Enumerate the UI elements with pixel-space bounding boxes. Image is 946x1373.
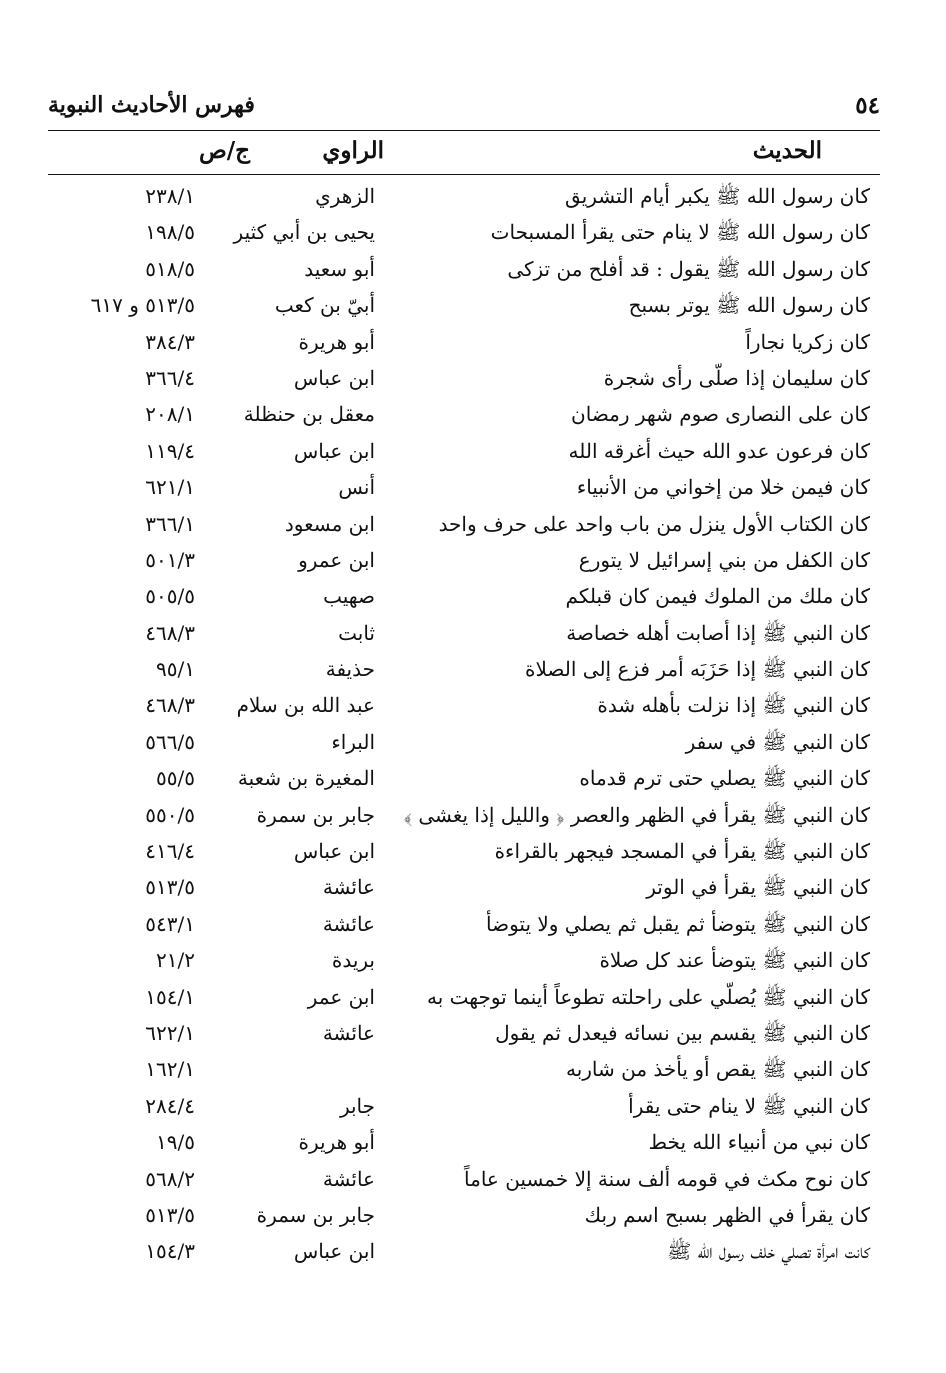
hadith-text: كان النبي ﷺ يتوضأ ثم يقبل ثم يصلي ولا يتوضأ [486,911,870,936]
volume-page-ref: ٥١٣/٥ [145,875,195,900]
volume-page-ref: ٤٦٨/٣ [145,620,195,645]
volume-page-ref: ٢١/٢ [156,948,195,973]
volume-page-ref: ٥١٣/٥ [145,1202,195,1227]
narrator-name: ابن مسعود [284,511,375,536]
column-header-hadith: الحديث [752,137,822,164]
header-rule [48,130,880,131]
book-title: فهرس الأحاديث النبوية [48,92,255,118]
hadith-text: كان النبي ﷺ يصلي حتى ترم قدماه [579,766,870,791]
hadith-text: كان الكتاب الأول ينزل من باب واحد على حرف واحد [438,511,870,536]
index-row [48,1090,880,1126]
narrator-name: ابن عباس [293,438,375,463]
hadith-text: كان سليمان إذا صلّى رأى شجرة [603,365,870,390]
narrator-name: جابر بن سمرة [256,1202,375,1227]
index-row [48,944,880,980]
hadith-text: كان النبي ﷺ لا ينام حتى يقرأ [628,1093,870,1118]
index-row [48,835,880,871]
narrator-name: أبو سعيد [304,256,375,281]
hadith-text: كان على النصارى صوم شهر رمضان [571,402,870,427]
hadith-text: كان نوح مكث في قومه ألف سنة إلا خمسين عاماً [464,1166,870,1191]
narrator-name: ابن عمرو [298,547,375,572]
hadith-text: كان النبي ﷺ إذا نزلت بأهله شدة [597,693,870,718]
narrator-name: المغيرة بن شعبة [237,766,375,791]
narrator-name: جابر [339,1093,375,1118]
narrator-name: بريدة [331,948,375,973]
narrator-name: عبد الله بن سلام [236,693,375,718]
hadith-text: كان رسول الله ﷺ يكبر أيام التشريق [565,184,870,208]
hadith-text: كانت امرأة تصلي خلف رسول الله ﷺ [667,1239,870,1264]
page-number: ٥٤ [855,92,880,119]
column-headers [48,137,880,173]
volume-page-ref: ١٥٤/٣ [145,1239,195,1264]
volume-page-ref: ٣٦٦/٤ [145,365,195,390]
narrator-name: الزهري [315,184,375,208]
volume-page-ref: ٢٠٨/١ [145,402,195,427]
narrator-name: عائشة [322,875,375,900]
index-row [48,1126,880,1162]
volume-page-ref: ٥٠٥/٥ [145,584,195,609]
volume-page-ref: ٥٠١/٣ [145,547,195,572]
volume-page-ref: ٢٨٤/٤ [145,1093,195,1118]
running-header [48,92,880,126]
index-row [48,216,880,252]
volume-page-ref: ٤٦٨/٣ [145,693,195,718]
narrator-name: أنس [338,475,375,500]
hadith-text: كان يقرأ في الظهر بسبح اسم ربك [584,1202,870,1227]
index-row [48,653,880,689]
narrator-name: عائشة [322,1020,375,1045]
index-row [48,398,880,434]
volume-page-ref: ٦٢١/١ [145,475,195,500]
index-row [48,908,880,944]
narrator-name: ابن عباس [293,1239,375,1264]
narrator-name: عائشة [322,1166,375,1191]
hadith-text: كان رسول الله ﷺ يوتر بسبح [628,293,870,318]
column-header-rule [48,174,880,175]
narrator-name: أبو هريرة [298,329,375,354]
hadith-text: كان فرعون عدو الله حيث أغرقه الله [568,438,870,463]
hadith-text: كان النبي ﷺ يقرأ في الوتر [646,875,870,900]
narrator-name: جابر بن سمرة [256,802,375,827]
index-row [48,871,880,907]
index-row [48,1235,880,1271]
volume-page-ref: ١٥٤/١ [145,984,195,1009]
index-row [48,326,880,362]
volume-page-ref: ٤١٦/٤ [145,839,195,864]
index-row [48,544,880,580]
volume-page-ref: ٦٢٢/١ [145,1020,195,1045]
index-row [48,180,880,216]
hadith-text: كان النبي ﷺ يقرأ في الظهر والعصر ﴿ والليل إذا يغشى ﴾ [403,802,870,827]
narrator-name: صهيب [323,584,375,609]
volume-page-ref: ٥١٣/٥ و ٦١٧ [90,293,195,318]
hadith-text: كان النبي ﷺ يتوضأ عند كل صلاة [599,948,870,973]
index-row [48,1017,880,1053]
volume-page-ref: ٥٤٣/١ [145,911,195,936]
volume-page-ref: ٥٥/٥ [156,766,195,791]
hadith-text: كان النبي ﷺ يقسم بين نسائه فيعدل ثم يقول [495,1020,870,1045]
narrator-name: أبو هريرة [298,1130,375,1155]
volume-page-ref: ٥٦٦/٥ [145,729,195,754]
hadith-text: كان زكريا نجاراً [745,329,870,354]
narrator-name: يحيى بن أبي كثير [233,220,375,245]
hadith-text: كان النبي ﷺ يقرأ في المسجد فيجهر بالقراءة [494,839,870,864]
hadith-text: كان النبي ﷺ إذا أصابت أهله خصاصة [566,620,870,645]
hadith-text: كان النبي ﷺ في سفر [685,729,870,754]
volume-page-ref: ٥٦٨/٢ [145,1166,195,1191]
index-row [48,580,880,616]
narrator-name: البراء [331,729,375,754]
hadith-text: كان رسول الله ﷺ لا ينام حتى يقرأ المسبحات [490,220,870,245]
index-row [48,617,880,653]
narrator-name: ابن عباس [293,365,375,390]
volume-page-ref: ١٩/٥ [156,1130,195,1155]
column-header-narrator: الراوي [322,137,384,164]
volume-page-ref: ١٩٨/٥ [145,220,195,245]
narrator-name: معقل بن حنظلة [243,402,375,427]
volume-page-ref: ٢٣٨/١ [145,184,195,208]
index-row [48,799,880,835]
narrator-name: ابن عباس [293,839,375,864]
volume-page-ref: ٥٥٠/٥ [145,802,195,827]
index-row [48,689,880,725]
volume-page-ref: ٥١٨/٥ [145,256,195,281]
index-row [48,1199,880,1235]
volume-page-ref: ١٦٢/١ [145,1057,195,1082]
narrator-name: عائشة [322,911,375,936]
volume-page-ref: ٣٦٦/١ [145,511,195,536]
index-row [48,508,880,544]
narrator-name: حذيفة [325,657,375,682]
hadith-index-list [48,180,880,1272]
index-row [48,435,880,471]
index-row [48,289,880,325]
index-row [48,1053,880,1089]
index-row [48,726,880,762]
index-row [48,1163,880,1199]
hadith-text: كان النبي ﷺ إذا حَزَبَه أمر فزع إلى الصلاة [525,657,870,682]
hadith-text: كان رسول الله ﷺ يقول : قد أفلح من تزكى [507,256,870,281]
narrator-name: أبيّ بن كعب [274,293,375,318]
index-row [48,471,880,507]
narrator-name: ثابت [338,620,375,645]
hadith-text: كان فيمن خلا من إخواني من الأنبياء [576,475,870,500]
hadith-text: كان النبي ﷺ يقص أو يأخذ من شاربه [565,1057,870,1082]
hadith-text: كان الكفل من بني إسرائيل لا يتورع [578,547,870,572]
index-row [48,362,880,398]
volume-page-ref: ١١٩/٤ [145,438,195,463]
index-row [48,981,880,1017]
hadith-text: كان النبي ﷺ يُصلّي على راحلته تطوعاً أينما توجهت به [426,984,870,1009]
index-row [48,762,880,798]
volume-page-ref: ٣٨٤/٣ [145,329,195,354]
column-header-volume-page: ج/ص [198,137,250,164]
volume-page-ref: ٩٥/١ [156,657,195,682]
hadith-text: كان نبي من أنبياء الله يخط [648,1130,870,1155]
narrator-name: ابن عمر [307,984,375,1009]
index-row [48,253,880,289]
hadith-text: كان ملك من الملوك فيمن كان قبلكم [565,584,870,609]
